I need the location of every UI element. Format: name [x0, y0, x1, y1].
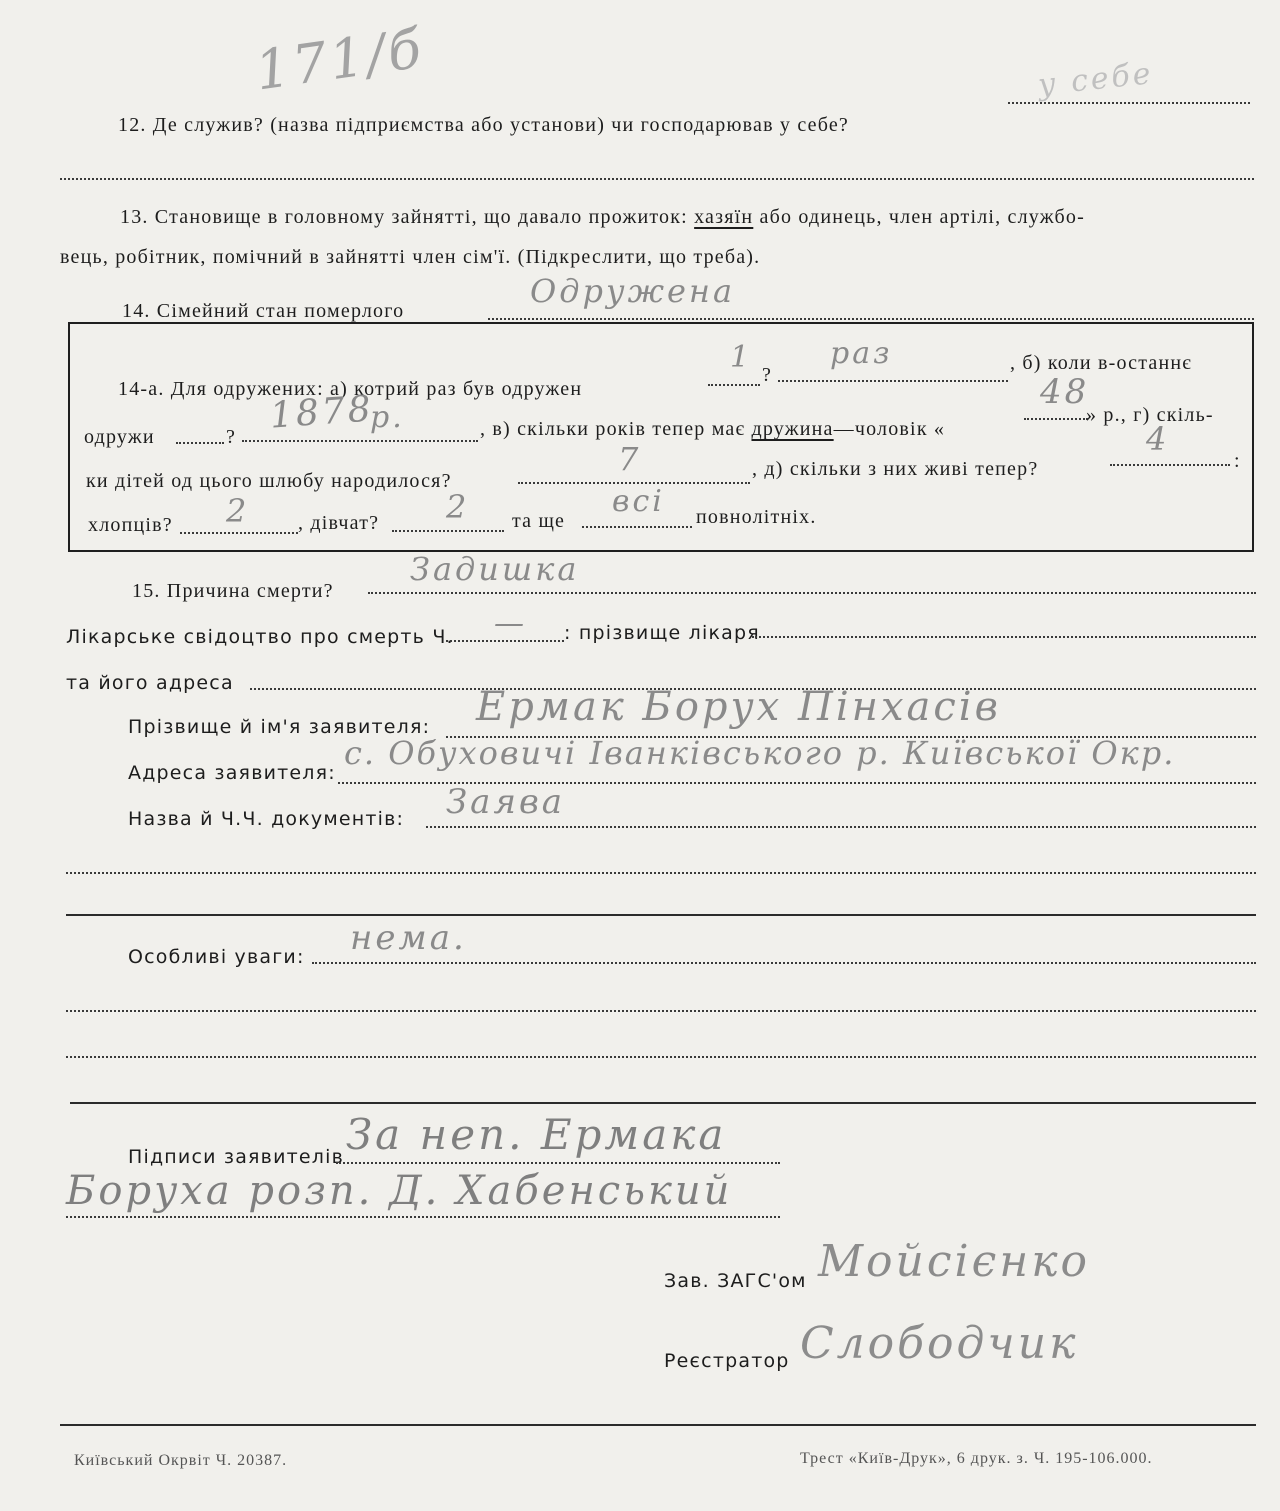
divider-2: [70, 1102, 1256, 1104]
q14a-line3-b: , д) скільки з них живі тепер?: [752, 458, 1039, 480]
q14a-girls: 2: [446, 488, 470, 526]
signature-2: Боруха розп. Д. Хабенський: [66, 1168, 733, 1214]
notes-value: нема.: [350, 918, 467, 958]
q14a-age: 48: [1040, 372, 1090, 412]
q14a-line2-q: ?: [226, 426, 237, 448]
signature-1: За неп. Ермака: [346, 1110, 727, 1159]
applicant-address-value: с. Обуховичі Іванківського р. Київської Окр.: [344, 734, 1176, 772]
q13-line1-prefix: 13. Становище в головному зайнятті, що давало прожиток:: [120, 206, 688, 228]
q14a-born: 7: [618, 440, 642, 478]
q14a-adults-line: [582, 526, 692, 528]
q12-extra-line: [60, 178, 1254, 180]
doctor-line: [752, 636, 1256, 638]
archive-number: 171/б: [251, 16, 428, 103]
q14a-boys-line: [180, 532, 298, 534]
q14a-line4-d: повнолітніх.: [696, 506, 817, 528]
q14a-line2-b: [480, 418, 945, 441]
q14a-unit-line: [778, 380, 1008, 382]
q12-answer: у себе: [1036, 56, 1156, 103]
q14a-when-line-2: [242, 440, 478, 442]
q14-answer: Одружена: [530, 272, 736, 310]
documents-value: Заява: [446, 782, 566, 822]
q14a-alive: 4: [1146, 420, 1170, 458]
q14a-line1-text: 14-а. Для одружених: а) котрий раз був одружен: [118, 378, 583, 400]
q14a-line2-d: » р., г) скіль-: [1086, 404, 1214, 426]
q14a-line2-c-text: —чоловік «: [833, 418, 946, 440]
q14a-boys: 2: [226, 492, 250, 530]
q14a-year: 1878: [268, 388, 375, 437]
q14a-line2-b-text: , в) скільки років тепер має: [480, 418, 746, 440]
medical-number: —: [494, 606, 527, 641]
q15-answer: Задишка: [410, 550, 580, 588]
q14a-line3-a: ки дітей од цього шлюбу народилося?: [86, 470, 452, 492]
q14a-line4-b: , дівчат?: [298, 512, 380, 534]
blank-line-1: [66, 872, 1256, 874]
footer-right-imprint: Трест «Київ-Друк», 6 друк. з. Ч. 195-106.000.: [800, 1450, 1153, 1467]
q14a-line1-q: ?: [762, 364, 773, 386]
q13-line1: [120, 206, 1085, 229]
notes-line: [312, 962, 1256, 964]
q15-label: 15. Причина смерти?: [132, 580, 334, 602]
documents-line: [426, 826, 1256, 828]
blank-line-3: [66, 1056, 1256, 1058]
applicant-name-value: Ермак Борух Пінхасів: [476, 684, 1001, 730]
q14a-line4-a: хлопців?: [88, 514, 173, 536]
signatures-label: Підписи заявителів: [128, 1146, 345, 1168]
zags-head-label: Зав. ЗАГС'ом: [664, 1270, 807, 1292]
applicant-name-label: Прізвище й ім'я заявителя:: [128, 716, 431, 738]
q14a-times-value: 1: [730, 340, 753, 375]
blank-line-2: [66, 1010, 1256, 1012]
q14a-unit-value: раз: [830, 336, 893, 371]
q14a-when-line-1: [176, 442, 224, 444]
q13-selected-option: хазяїн: [694, 206, 754, 228]
q14a-line1-b: , б) коли в-останнє: [1010, 352, 1193, 374]
registrar-label: Реєстратор: [664, 1350, 790, 1372]
zags-head-signature: Мойсієнко: [818, 1236, 1090, 1287]
q14-label: 14. Сімейний стан померлого: [122, 300, 405, 322]
q14a-line4-c: та ще: [512, 510, 566, 532]
q14a-line2-a: одружи: [84, 426, 155, 448]
medical-cert-label: Лікарське свідоцтво про смерть Ч.: [66, 626, 454, 648]
doctor-address-label: та його адреса: [66, 672, 234, 694]
q14a-times-line: [708, 384, 760, 386]
q14a-spouse-selected: дружина: [751, 418, 834, 440]
documents-label: Назва й Ч.Ч. документів:: [128, 808, 405, 830]
footer-left-imprint: Київський Окрвіт Ч. 20387.: [74, 1452, 288, 1469]
q12-label: 12. Де служив? (назва підприємства або установи) чи господарював у себе?: [118, 114, 849, 136]
q14a-adults: всі: [612, 484, 665, 519]
applicant-address-label: Адреса заявителя:: [128, 762, 336, 784]
q15-answer-line: [368, 592, 1256, 594]
notes-label: Особливі уваги:: [128, 946, 305, 968]
signature-line-1: [336, 1162, 780, 1164]
footer-divider: [60, 1424, 1256, 1426]
signature-line-2: [66, 1216, 780, 1218]
q14a-girls-line: [392, 530, 504, 532]
q14a-line3-c: :: [1234, 450, 1241, 472]
q14-answer-line: [488, 318, 1254, 320]
q14a-alive-line: [1110, 464, 1230, 466]
divider-1: [66, 914, 1256, 916]
doctor-label: : прізвище лікаря: [564, 622, 760, 644]
q13-line2: вець, робітник, помічний в зайнятті член сім'ї. (Підкреслити, що треба).: [60, 246, 761, 268]
q14a-year-suffix: р.: [370, 400, 405, 435]
q13-line1-suffix: або одинець, член артілі, службо-: [759, 206, 1085, 228]
registrar-signature: Слободчик: [800, 1318, 1079, 1369]
q14a-age-line: [1024, 418, 1088, 420]
